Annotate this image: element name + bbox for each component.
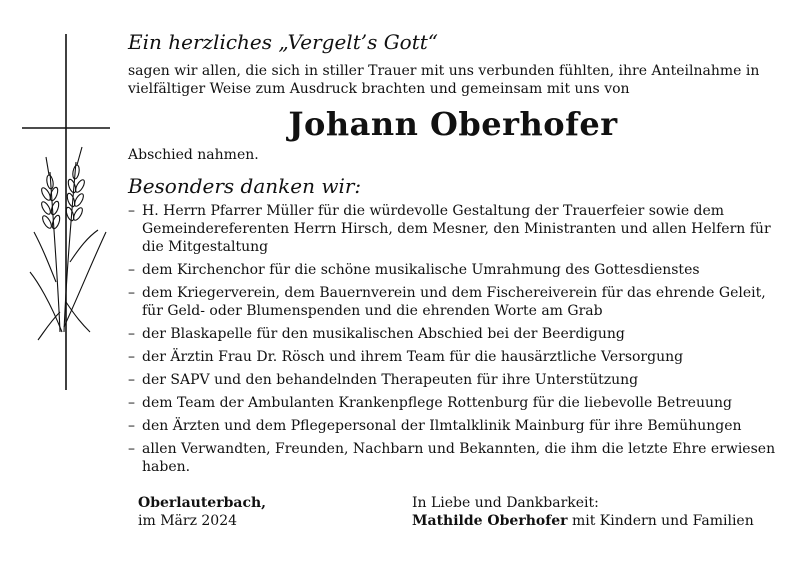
dash-marker: –	[128, 285, 135, 301]
signature-block	[412, 494, 754, 530]
thanks-item-text: allen Verwandten, Freunden, Nachbarn und Bekannten, die ihm die letzte Ehre erwiesen haben.	[142, 441, 776, 475]
list-item	[128, 440, 778, 476]
date: im März 2024	[138, 513, 238, 529]
thanks-item-text: den Ärzten und dem Pflegepersonal der Ilmtalklinik Mainburg für ihre Bemühungen	[142, 418, 742, 434]
thanks-item-text: der Blaskapelle für den musikalischen Abschied bei der Beerdigung	[142, 326, 625, 342]
signer-line	[412, 512, 754, 530]
closing-phrase: In Liebe und Dankbarkeit:	[412, 495, 599, 511]
list-item	[128, 417, 778, 435]
dash-marker: –	[128, 262, 135, 278]
dash-marker: –	[128, 372, 135, 388]
place: Oberlauterbach,	[138, 495, 267, 511]
special-thanks-heading: Besonders danken wir:	[128, 174, 362, 198]
list-item	[128, 348, 778, 366]
dash-marker: –	[128, 395, 135, 411]
list-item	[128, 261, 778, 279]
signer-name: Mathilde Oberhofer	[412, 513, 568, 529]
dash-marker: –	[128, 441, 135, 457]
list-item	[128, 371, 778, 389]
thanks-item-text: der Ärztin Frau Dr. Rösch und ihrem Team für die hausärztliche Versorgung	[142, 349, 684, 365]
cross-icon	[20, 32, 120, 392]
thanks-item-text: H. Herrn Pfarrer Müller für die würdevolle Gestaltung der Trauerfeier sowie dem Gemeindereferenten Herrn Hirsch, dem Mesner, den Ministranten und allen Helfern für die Mitgestaltung	[142, 203, 771, 255]
farewell-text: Abschied nahmen.	[128, 147, 259, 163]
list-item	[128, 284, 778, 320]
dash-marker: –	[128, 203, 135, 219]
wheat-icon	[30, 147, 106, 340]
thanks-item-text: dem Team der Ambulanten Krankenpflege Rottenburg für die liebevolle Betreuung	[142, 395, 732, 411]
notice-body	[128, 28, 778, 481]
dash-marker: –	[128, 418, 135, 434]
list-item	[128, 202, 778, 256]
list-item	[128, 325, 778, 343]
place-date-block	[138, 494, 266, 530]
signer-family: mit Kindern und Familien	[567, 513, 754, 529]
cross-and-wheat-illustration	[20, 32, 120, 392]
list-item	[128, 394, 778, 412]
thanks-item-text: dem Kirchenchor für die schöne musikalische Umrahmung des Gottesdienstes	[142, 262, 700, 278]
intro-text: sagen wir allen, die sich in stiller Trauer mit uns verbunden fühlten, ihre Anteilnahme in vielfältiger Weise zum Ausdruck brachten und gemeinsam mit uns von	[128, 63, 760, 97]
dash-marker: –	[128, 349, 135, 365]
deceased-name: Johann Oberhofer	[288, 105, 618, 143]
thanks-list	[128, 202, 778, 476]
dash-marker: –	[128, 326, 135, 342]
thanks-item-text: dem Kriegerverein, dem Bauernverein und dem Fischereiverein für das ehrende Geleit, für Geld- oder Blumenspenden und die ehrenden Worte am Grab	[142, 285, 766, 319]
thanks-item-text: der SAPV und den behandelnden Therapeuten für ihre Unterstützung	[142, 372, 639, 388]
thanks-title: Ein herzliches „Vergelt’s Gott“	[128, 30, 439, 54]
